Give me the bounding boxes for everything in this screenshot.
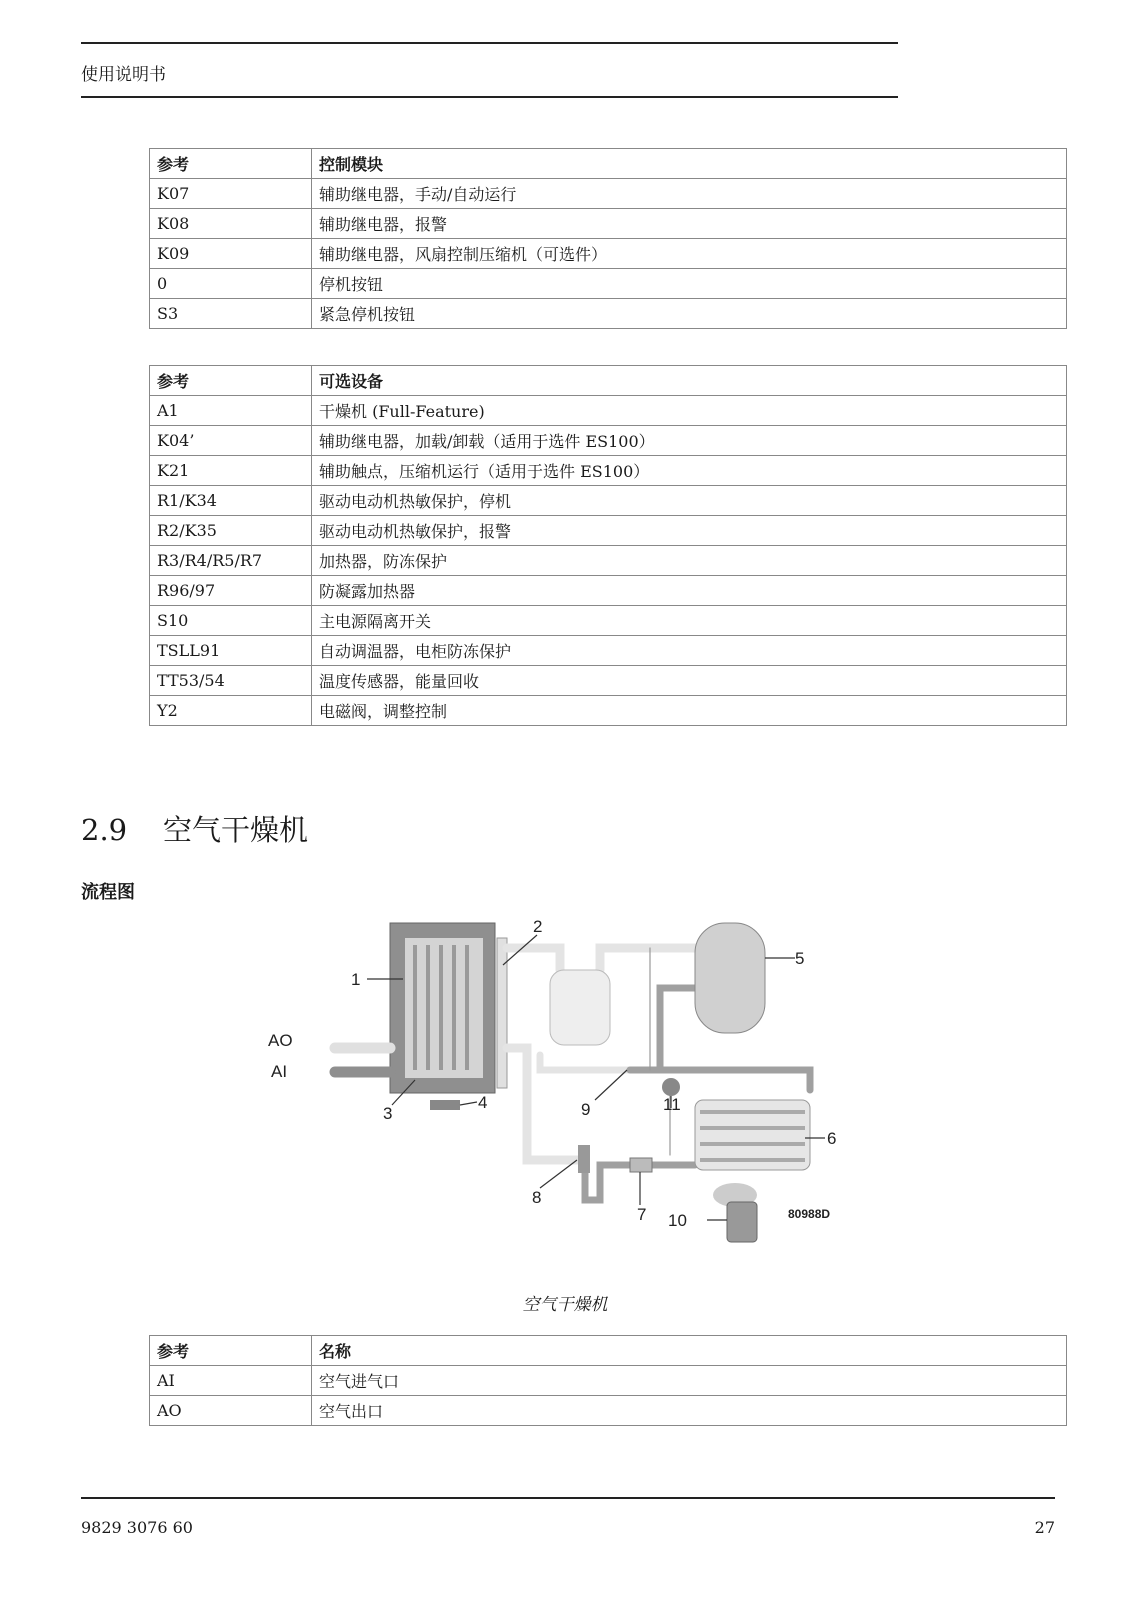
pressure-switch: [662, 1078, 680, 1096]
cell-ref: A1: [150, 396, 312, 426]
col-desc-header: 名称: [312, 1336, 1067, 1366]
cell-desc: 辅助继电器，加载/卸载（适用于选件 ES100）: [312, 426, 1067, 456]
cell-desc: 温度传感器，能量回收: [312, 666, 1067, 696]
water-separator: [550, 970, 610, 1045]
label-1: 1: [351, 970, 361, 989]
table-row: [150, 576, 1067, 606]
label-9: 9: [581, 1100, 591, 1119]
cell-ref: S10: [150, 606, 312, 636]
cell-ref: K07: [150, 179, 312, 209]
label-ai: AI: [271, 1062, 288, 1081]
col-ref-header: 参考: [150, 1336, 312, 1366]
col-ref-header: 参考: [150, 149, 312, 179]
cell-desc: 辅助继电器，手动/自动运行: [312, 179, 1067, 209]
cell-desc: 驱动电动机热敏保护，报警: [312, 516, 1067, 546]
footer-page-number: 27: [1034, 1518, 1055, 1537]
table-row: [150, 239, 1067, 269]
table-row: [150, 209, 1067, 239]
cell-ref: TT53/54: [150, 666, 312, 696]
cell-ref: TSLL91: [150, 636, 312, 666]
table-row: [150, 456, 1067, 486]
sensor: [430, 1100, 460, 1110]
cell-desc: 停机按钮: [312, 269, 1067, 299]
cell-ref: Y2: [150, 696, 312, 726]
table-row: [150, 396, 1067, 426]
table-row: [150, 1366, 1067, 1396]
table-row: [150, 606, 1067, 636]
cell-ref: AI: [150, 1366, 312, 1396]
expansion-valve: [578, 1145, 590, 1173]
table-row: [150, 299, 1067, 329]
cell-ref: S3: [150, 299, 312, 329]
diagram-code: 80988D: [788, 1207, 831, 1221]
footer-rule: [81, 1497, 1055, 1499]
table-row: [150, 696, 1067, 726]
cell-ref: K09: [150, 239, 312, 269]
cell-ref: K08: [150, 209, 312, 239]
label-3: 3: [383, 1104, 393, 1123]
label-11: 11: [663, 1095, 681, 1114]
cell-desc: 辅助继电器，风扇控制压缩机（可选件）: [312, 239, 1067, 269]
cell-ref: 0: [150, 269, 312, 299]
filter: [630, 1158, 652, 1172]
table-header-row: [150, 1336, 1067, 1366]
label-6: 6: [827, 1129, 837, 1148]
cell-ref: R2/K35: [150, 516, 312, 546]
header-rule-top: [81, 42, 898, 44]
table-header-row: [150, 149, 1067, 179]
section-number: 2.9: [81, 813, 128, 847]
label-8: 8: [532, 1188, 542, 1207]
table-row: [150, 516, 1067, 546]
cell-desc: 空气进气口: [312, 1366, 1067, 1396]
condenser: [695, 1100, 810, 1170]
cell-desc: 主电源隔离开关: [312, 606, 1067, 636]
cell-ref: K04’: [150, 426, 312, 456]
header-rule-bottom: [81, 96, 898, 98]
table-row: [150, 179, 1067, 209]
cell-ref: R1/K34: [150, 486, 312, 516]
label-7: 7: [637, 1205, 647, 1224]
subsection-title: 流程图: [81, 882, 135, 903]
cell-desc: 自动调温器，电柜防冻保护: [312, 636, 1067, 666]
cell-desc: 加热器，防冻保护: [312, 546, 1067, 576]
table-header-row: [150, 366, 1067, 396]
fan-motor: [727, 1202, 757, 1242]
cell-desc: 辅助触点，压缩机运行（适用于选件 ES100）: [312, 456, 1067, 486]
cell-ref: R96/97: [150, 576, 312, 606]
table-row: [150, 486, 1067, 516]
control-module-table: [149, 148, 1067, 329]
cell-desc: 驱动电动机热敏保护，停机: [312, 486, 1067, 516]
col-desc-header: 可选设备: [312, 366, 1067, 396]
label-ao: AO: [268, 1031, 293, 1050]
names-table: [149, 1335, 1067, 1426]
cell-ref: R3/R4/R5/R7: [150, 546, 312, 576]
cell-desc: 电磁阀，调整控制: [312, 696, 1067, 726]
col-desc-header: 控制模块: [312, 149, 1067, 179]
table-row: [150, 426, 1067, 456]
cell-desc: 空气出口: [312, 1396, 1067, 1426]
label-5: 5: [795, 949, 805, 968]
air-dryer-flow-diagram: [265, 920, 865, 1265]
header-title: 使用说明书: [81, 65, 166, 85]
col-ref-header: 参考: [150, 366, 312, 396]
label-2: 2: [533, 920, 543, 936]
table-row: [150, 1396, 1067, 1426]
table-row: [150, 636, 1067, 666]
label-10: 10: [668, 1211, 687, 1230]
section-heading: [81, 808, 308, 849]
footer-doc-number: 9829 3076 60: [81, 1518, 193, 1537]
cell-desc: 防凝露加热器: [312, 576, 1067, 606]
figure-caption: 空气干燥机: [522, 1295, 608, 1315]
optional-equipment-table: [149, 365, 1067, 726]
label-4: 4: [478, 1093, 488, 1112]
cell-desc: 辅助继电器，报警: [312, 209, 1067, 239]
table-row: [150, 546, 1067, 576]
cell-ref: AO: [150, 1396, 312, 1426]
table-row: [150, 666, 1067, 696]
section-title: 空气干燥机: [163, 813, 309, 847]
air-receiver: [695, 923, 765, 1033]
cell-desc: 干燥机 (Full-Feature): [312, 396, 1067, 426]
table-row: [150, 269, 1067, 299]
cell-desc: 紧急停机按钮: [312, 299, 1067, 329]
cell-ref: K21: [150, 456, 312, 486]
